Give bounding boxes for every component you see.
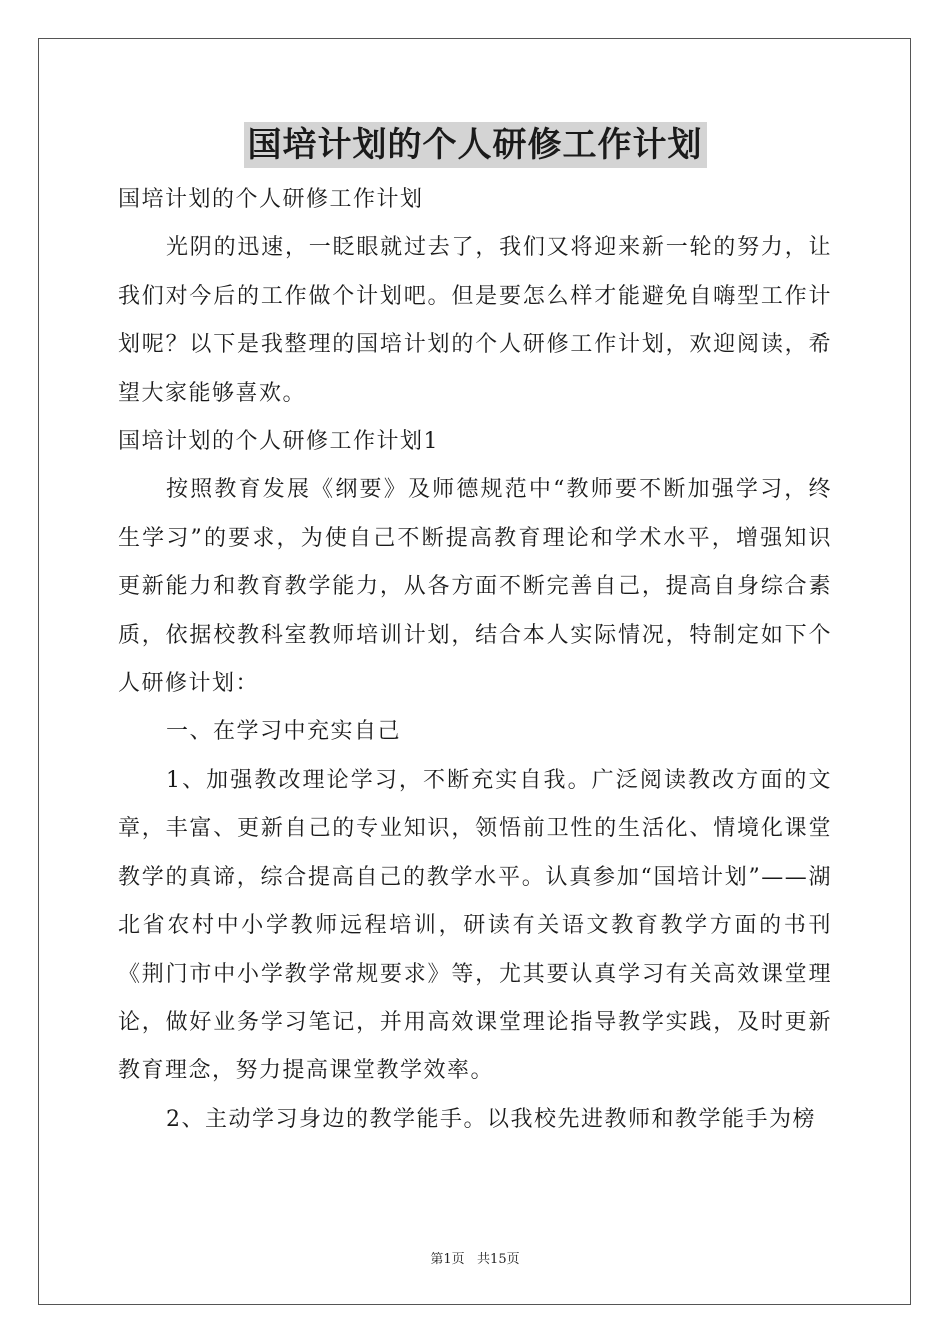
paragraph: 国培计划的个人研修工作计划 xyxy=(118,187,424,212)
section-heading: 一、在学习中充实自己 xyxy=(166,719,402,745)
paragraph: 按照教育发展《纲要》及师德规范中“教师要不断加强学习，终生学习”的要求，为使自己不断提高教育理论和学术水平，增强知识更新能力和教育教学能力，从各方面不断完善自己，提高自身综合素质，依据校教科室教师培训计划，结合本人实际情况，特制定如下个人研修计划： xyxy=(118,477,832,697)
section-heading: 国培计划的个人研修工作计划1 xyxy=(118,429,439,455)
paragraph: 光阴的迅速，一眨眼就过去了，我们又将迎来新一轮的努力，让我们对今后的工作做个计划吧。但是要怎么样才能避免自嗨型工作计划呢？以下是我整理的国培计划的个人研修工作计划，欢迎阅读，希望大家能够喜欢。 xyxy=(118,235,832,406)
title-container xyxy=(0,122,950,168)
document-body xyxy=(118,176,832,1144)
document-title: 国培计划的个人研修工作计划 xyxy=(244,122,707,168)
page-footer: 第1页 共15页 xyxy=(430,1252,520,1267)
paragraph: 2、主动学习身边的教学能手。以我校先进教师和教学能手为榜 xyxy=(166,1106,816,1132)
paragraph: 1、加强教改理论学习，不断充实自我。广泛阅读教改方面的文章，丰富、更新自己的专业知识，领悟前卫性的生活化、情境化课堂教学的真谛，综合提高自己的教学水平。认真参加“国培计划”——湖北省农村中小学教师远程培训，研读有关语文教育教学方面的书刊《荆门市中小学教学常规要求》等，尤其要认真学习有关高效课堂理论，做好业务学习笔记，并用高效课堂理论指导教学实践，及时更新教育理念，努力提高课堂教学效率。 xyxy=(118,767,832,1084)
